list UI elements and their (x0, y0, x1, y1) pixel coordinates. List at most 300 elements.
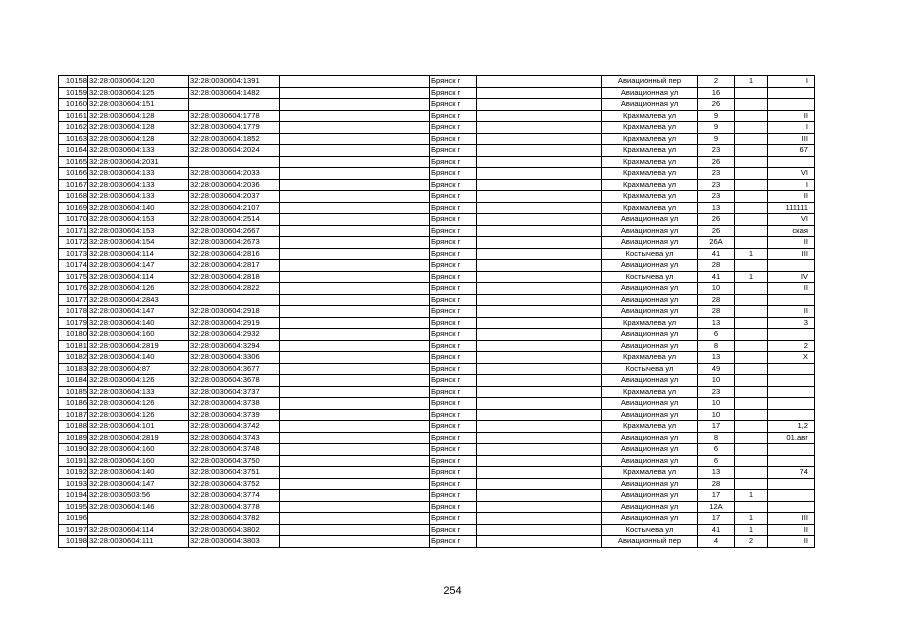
cell-city: Брянск г (430, 329, 477, 341)
table-row (59, 99, 815, 111)
cell-row-number: 10184 (59, 375, 88, 387)
cell-house: 26 (698, 156, 735, 168)
table-row (59, 283, 815, 295)
table-row (59, 375, 815, 387)
cell-row-number: 10196 (59, 513, 88, 525)
cell-building (735, 421, 768, 433)
cell-city: Брянск г (430, 156, 477, 168)
cell-blank-b (477, 306, 602, 318)
cell-blank-b (477, 225, 602, 237)
cell-city: Брянск г (430, 306, 477, 318)
cell-city: Брянск г (430, 168, 477, 180)
cell-parcel-number: 32:28:0030604:2031 (88, 156, 189, 168)
cell-blank-b (477, 340, 602, 352)
cell-city: Брянск г (430, 133, 477, 145)
cell-building (735, 432, 768, 444)
cell-parcel-number: 32:28:0030604:154 (88, 237, 189, 249)
cell-street: Крахмалева ул (602, 202, 698, 214)
cell-city: Брянск г (430, 191, 477, 203)
cell-parcel-number: 32:28:0030604:87 (88, 363, 189, 375)
cell-blank-a (280, 225, 430, 237)
cell-house: 28 (698, 306, 735, 318)
cell-city: Брянск г (430, 501, 477, 513)
cell-parcel-number: 32:28:0030604:147 (88, 478, 189, 490)
cell-row-number: 10176 (59, 283, 88, 295)
table-row (59, 294, 815, 306)
table-row (59, 110, 815, 122)
cell-street: Крахмалева ул (602, 110, 698, 122)
cell-city: Брянск г (430, 317, 477, 329)
cell-city: Брянск г (430, 237, 477, 249)
cell-object-number (189, 156, 280, 168)
cell-city: Брянск г (430, 524, 477, 536)
cell-blank-b (477, 317, 602, 329)
cell-street: Крахмалева ул (602, 352, 698, 364)
cell-house: 6 (698, 455, 735, 467)
cell-apartment (768, 363, 815, 375)
cell-apartment: III (768, 248, 815, 260)
cell-parcel-number: 32:28:0030604:114 (88, 524, 189, 536)
cell-object-number (189, 294, 280, 306)
cell-street: Костычева ул (602, 524, 698, 536)
cell-house: 9 (698, 110, 735, 122)
cell-blank-a (280, 271, 430, 283)
cell-blank-a (280, 501, 430, 513)
cell-parcel-number: 32:28:0030604:114 (88, 271, 189, 283)
cell-row-number: 10185 (59, 386, 88, 398)
table-row (59, 225, 815, 237)
cell-house: 12А (698, 501, 735, 513)
cell-parcel-number: 32:28:0030604:101 (88, 421, 189, 433)
cell-house: 23 (698, 168, 735, 180)
cell-row-number: 10197 (59, 524, 88, 536)
table-row (59, 168, 815, 180)
cell-city: Брянск г (430, 536, 477, 548)
cell-object-number: 32:28:0030604:3803 (189, 536, 280, 548)
cell-blank-b (477, 490, 602, 502)
cell-object-number: 32:28:0030604:2667 (189, 225, 280, 237)
cell-apartment: III (768, 513, 815, 525)
cell-apartment (768, 455, 815, 467)
cell-street: Крахмалева ул (602, 145, 698, 157)
table-row (59, 490, 815, 502)
cell-apartment (768, 444, 815, 456)
cell-city: Брянск г (430, 145, 477, 157)
cell-blank-a (280, 191, 430, 203)
cell-object-number: 32:28:0030604:3738 (189, 398, 280, 410)
cell-house: 4 (698, 536, 735, 548)
cell-apartment: II (768, 306, 815, 318)
cell-blank-a (280, 455, 430, 467)
cell-parcel-number: 32:28:0030604:160 (88, 455, 189, 467)
cell-row-number: 10162 (59, 122, 88, 134)
cell-blank-a (280, 168, 430, 180)
cell-parcel-number: 32:28:0030604:2819 (88, 432, 189, 444)
cell-object-number: 32:28:0030604:2036 (189, 179, 280, 191)
cell-city: Брянск г (430, 363, 477, 375)
cell-street: Авиационная ул (602, 87, 698, 99)
cell-house: 16 (698, 87, 735, 99)
cell-house: 28 (698, 478, 735, 490)
cell-building (735, 455, 768, 467)
cell-house: 41 (698, 248, 735, 260)
cell-street: Крахмалева ул (602, 421, 698, 433)
cell-house: 9 (698, 133, 735, 145)
cell-object-number: 32:28:0030604:2033 (189, 168, 280, 180)
cell-parcel-number: 32:28:0030604:133 (88, 386, 189, 398)
cell-street: Авиационная ул (602, 444, 698, 456)
cell-city: Брянск г (430, 513, 477, 525)
cell-row-number: 10193 (59, 478, 88, 490)
cell-street: Авиационная ул (602, 455, 698, 467)
cell-building (735, 352, 768, 364)
cell-city: Брянск г (430, 214, 477, 226)
cell-row-number: 10198 (59, 536, 88, 548)
table-row (59, 467, 815, 479)
cell-house: 6 (698, 329, 735, 341)
cell-parcel-number: 32:28:0030604:153 (88, 225, 189, 237)
cell-blank-b (477, 99, 602, 111)
cell-blank-b (477, 87, 602, 99)
cell-house: 10 (698, 398, 735, 410)
cell-parcel-number: 32:28:0030604:120 (88, 76, 189, 88)
cell-blank-b (477, 409, 602, 421)
cell-parcel-number: 32:28:0030604:133 (88, 179, 189, 191)
registry-table-body (59, 76, 815, 548)
cell-parcel-number: 32:28:0030604:147 (88, 260, 189, 272)
cell-apartment (768, 294, 815, 306)
cell-city: Брянск г (430, 375, 477, 387)
cell-house: 23 (698, 145, 735, 157)
cell-apartment (768, 87, 815, 99)
cell-blank-b (477, 536, 602, 548)
cell-row-number: 10163 (59, 133, 88, 145)
cell-city: Брянск г (430, 490, 477, 502)
table-row (59, 260, 815, 272)
cell-house: 28 (698, 294, 735, 306)
cell-street: Авиационная ул (602, 490, 698, 502)
cell-blank-a (280, 145, 430, 157)
cell-street: Авиационная ул (602, 409, 698, 421)
cell-city: Брянск г (430, 421, 477, 433)
cell-parcel-number: 32:28:0030604:126 (88, 409, 189, 421)
cell-blank-a (280, 133, 430, 145)
cell-parcel-number: 32:28:0030604:160 (88, 444, 189, 456)
cell-blank-b (477, 329, 602, 341)
cell-apartment: 01.авг (768, 432, 815, 444)
cell-row-number: 10168 (59, 191, 88, 203)
cell-blank-b (477, 260, 602, 272)
cell-street: Авиационная ул (602, 225, 698, 237)
cell-blank-b (477, 455, 602, 467)
cell-parcel-number: 32:28:0030604:140 (88, 202, 189, 214)
cell-apartment: 111111 (768, 202, 815, 214)
cell-object-number: 32:28:0030604:2037 (189, 191, 280, 203)
cell-blank-a (280, 340, 430, 352)
cell-street: Крахмалева ул (602, 122, 698, 134)
cell-house: 10 (698, 375, 735, 387)
cell-street: Крахмалева ул (602, 156, 698, 168)
table-row (59, 87, 815, 99)
cell-house: 2 (698, 76, 735, 88)
cell-city: Брянск г (430, 340, 477, 352)
cell-object-number: 32:28:0030604:1482 (189, 87, 280, 99)
table-row (59, 444, 815, 456)
cell-building (735, 340, 768, 352)
cell-city: Брянск г (430, 122, 477, 134)
cell-parcel-number: 32:28:0030604:153 (88, 214, 189, 226)
cell-apartment: IV (768, 271, 815, 283)
cell-parcel-number: 32:28:0030604:133 (88, 145, 189, 157)
cell-object-number: 32:28:0030604:3778 (189, 501, 280, 513)
cell-parcel-number: 32:28:0030604:140 (88, 352, 189, 364)
cell-blank-b (477, 191, 602, 203)
cell-house: 28 (698, 260, 735, 272)
cell-blank-b (477, 375, 602, 387)
cell-city: Брянск г (430, 179, 477, 191)
cell-street: Костычева ул (602, 271, 698, 283)
cell-blank-b (477, 179, 602, 191)
cell-object-number: 32:28:0030604:3752 (189, 478, 280, 490)
cell-blank-b (477, 467, 602, 479)
table-row (59, 306, 815, 318)
cell-blank-a (280, 398, 430, 410)
cell-house: 10 (698, 409, 735, 421)
table-row (59, 478, 815, 490)
cell-city: Брянск г (430, 432, 477, 444)
cell-apartment: 2 (768, 340, 815, 352)
cell-blank-b (477, 352, 602, 364)
cell-blank-a (280, 237, 430, 249)
cell-house: 6 (698, 444, 735, 456)
cell-blank-b (477, 248, 602, 260)
cell-apartment: II (768, 283, 815, 295)
cell-house: 41 (698, 271, 735, 283)
cell-building (735, 225, 768, 237)
cell-row-number: 10194 (59, 490, 88, 502)
cell-apartment: II (768, 110, 815, 122)
cell-row-number: 10192 (59, 467, 88, 479)
table-row (59, 76, 815, 88)
cell-city: Брянск г (430, 76, 477, 88)
cell-blank-b (477, 444, 602, 456)
cell-city: Брянск г (430, 110, 477, 122)
cell-object-number: 32:28:0030604:2919 (189, 317, 280, 329)
cell-blank-b (477, 214, 602, 226)
cell-row-number: 10171 (59, 225, 88, 237)
cell-apartment: VI (768, 214, 815, 226)
cell-blank-a (280, 375, 430, 387)
table-row (59, 202, 815, 214)
cell-apartment: I (768, 122, 815, 134)
cell-row-number: 10169 (59, 202, 88, 214)
cell-house: 49 (698, 363, 735, 375)
registry-table (58, 75, 815, 548)
cell-object-number: 32:28:0030604:3306 (189, 352, 280, 364)
cell-object-number: 32:28:0030604:2932 (189, 329, 280, 341)
cell-object-number: 32:28:0030604:3748 (189, 444, 280, 456)
cell-object-number: 32:28:0030604:2514 (189, 214, 280, 226)
cell-blank-a (280, 490, 430, 502)
cell-row-number: 10187 (59, 409, 88, 421)
cell-street: Авиационная ул (602, 294, 698, 306)
cell-apartment: II (768, 237, 815, 249)
cell-blank-a (280, 524, 430, 536)
cell-house: 17 (698, 421, 735, 433)
cell-building (735, 237, 768, 249)
cell-object-number: 32:28:0030604:2817 (189, 260, 280, 272)
cell-building: 2 (735, 536, 768, 548)
cell-blank-b (477, 133, 602, 145)
cell-apartment (768, 329, 815, 341)
cell-blank-a (280, 76, 430, 88)
cell-object-number: 32:28:0030604:3774 (189, 490, 280, 502)
cell-house: 26А (698, 237, 735, 249)
cell-object-number: 32:28:0030604:3678 (189, 375, 280, 387)
table-row (59, 156, 815, 168)
cell-apartment: II (768, 536, 815, 548)
cell-building (735, 202, 768, 214)
cell-blank-a (280, 467, 430, 479)
cell-city: Брянск г (430, 99, 477, 111)
cell-city: Брянск г (430, 271, 477, 283)
cell-street: Крахмалева ул (602, 317, 698, 329)
cell-row-number: 10160 (59, 99, 88, 111)
cell-apartment: 1,2 (768, 421, 815, 433)
cell-street: Авиационная ул (602, 478, 698, 490)
cell-blank-b (477, 271, 602, 283)
cell-object-number: 32:28:0030604:2816 (189, 248, 280, 260)
cell-row-number: 10177 (59, 294, 88, 306)
cell-blank-a (280, 260, 430, 272)
cell-apartment: VI (768, 168, 815, 180)
cell-parcel-number: 32:28:0030604:114 (88, 248, 189, 260)
cell-row-number: 10190 (59, 444, 88, 456)
cell-parcel-number: 32:28:0030604:133 (88, 168, 189, 180)
cell-blank-b (477, 156, 602, 168)
table-row (59, 237, 815, 249)
cell-city: Брянск г (430, 386, 477, 398)
cell-blank-b (477, 145, 602, 157)
cell-object-number: 32:28:0030604:3750 (189, 455, 280, 467)
cell-apartment (768, 99, 815, 111)
cell-blank-b (477, 202, 602, 214)
cell-row-number: 10175 (59, 271, 88, 283)
cell-building (735, 156, 768, 168)
cell-blank-a (280, 283, 430, 295)
cell-object-number: 32:28:0030604:2822 (189, 283, 280, 295)
table-row (59, 248, 815, 260)
table-row (59, 191, 815, 203)
cell-parcel-number: 32:28:0030604:160 (88, 329, 189, 341)
cell-house: 17 (698, 513, 735, 525)
cell-apartment: X (768, 352, 815, 364)
table-row (59, 271, 815, 283)
table-row (59, 145, 815, 157)
cell-city: Брянск г (430, 467, 477, 479)
cell-object-number: 32:28:0030604:1391 (189, 76, 280, 88)
cell-house: 13 (698, 352, 735, 364)
cell-blank-a (280, 536, 430, 548)
cell-street: Крахмалева ул (602, 467, 698, 479)
cell-object-number: 32:28:0030604:2107 (189, 202, 280, 214)
cell-object-number: 32:28:0030604:1779 (189, 122, 280, 134)
cell-row-number: 10181 (59, 340, 88, 352)
cell-house: 17 (698, 490, 735, 502)
cell-blank-a (280, 329, 430, 341)
cell-parcel-number: 32:28:0030604:146 (88, 501, 189, 513)
cell-parcel-number: 32:28:0030604:125 (88, 87, 189, 99)
cell-row-number: 10182 (59, 352, 88, 364)
cell-parcel-number: 32:28:0030604:2819 (88, 340, 189, 352)
table-row (59, 524, 815, 536)
cell-street: Крахмалева ул (602, 191, 698, 203)
cell-house: 26 (698, 225, 735, 237)
cell-city: Брянск г (430, 87, 477, 99)
cell-building (735, 478, 768, 490)
cell-blank-b (477, 122, 602, 134)
cell-row-number: 10186 (59, 398, 88, 410)
cell-building (735, 179, 768, 191)
cell-street: Авиационная ул (602, 398, 698, 410)
cell-building: 1 (735, 76, 768, 88)
cell-city: Брянск г (430, 248, 477, 260)
table-row (59, 421, 815, 433)
cell-parcel-number: 32:28:0030604:140 (88, 317, 189, 329)
cell-blank-a (280, 214, 430, 226)
cell-street: Авиационная ул (602, 99, 698, 111)
cell-blank-a (280, 202, 430, 214)
cell-row-number: 10164 (59, 145, 88, 157)
cell-object-number: 32:28:0030604:3802 (189, 524, 280, 536)
cell-city: Брянск г (430, 478, 477, 490)
cell-street: Крахмалева ул (602, 168, 698, 180)
cell-street: Крахмалева ул (602, 179, 698, 191)
cell-blank-b (477, 76, 602, 88)
cell-object-number: 32:28:0030604:3743 (189, 432, 280, 444)
cell-row-number: 10179 (59, 317, 88, 329)
cell-city: Брянск г (430, 409, 477, 421)
cell-building (735, 110, 768, 122)
cell-street: Авиационная ул (602, 329, 698, 341)
cell-street: Крахмалева ул (602, 133, 698, 145)
cell-street: Авиационная ул (602, 375, 698, 387)
cell-parcel-number: 32:28:0030604:128 (88, 110, 189, 122)
cell-city: Брянск г (430, 294, 477, 306)
cell-blank-b (477, 524, 602, 536)
table-row (59, 398, 815, 410)
cell-house: 9 (698, 122, 735, 134)
cell-apartment (768, 501, 815, 513)
cell-apartment: III (768, 133, 815, 145)
cell-apartment (768, 375, 815, 387)
cell-row-number: 10167 (59, 179, 88, 191)
cell-blank-a (280, 513, 430, 525)
cell-object-number: 32:28:0030604:3742 (189, 421, 280, 433)
cell-object-number: 32:28:0030604:1778 (189, 110, 280, 122)
cell-blank-b (477, 294, 602, 306)
table-row (59, 432, 815, 444)
cell-object-number: 32:28:0030604:1852 (189, 133, 280, 145)
cell-building (735, 386, 768, 398)
cell-blank-a (280, 294, 430, 306)
table-row (59, 122, 815, 134)
table-row (59, 179, 815, 191)
cell-apartment (768, 409, 815, 421)
cell-street: Авиационный пер (602, 76, 698, 88)
table-row (59, 501, 815, 513)
cell-apartment: II (768, 524, 815, 536)
